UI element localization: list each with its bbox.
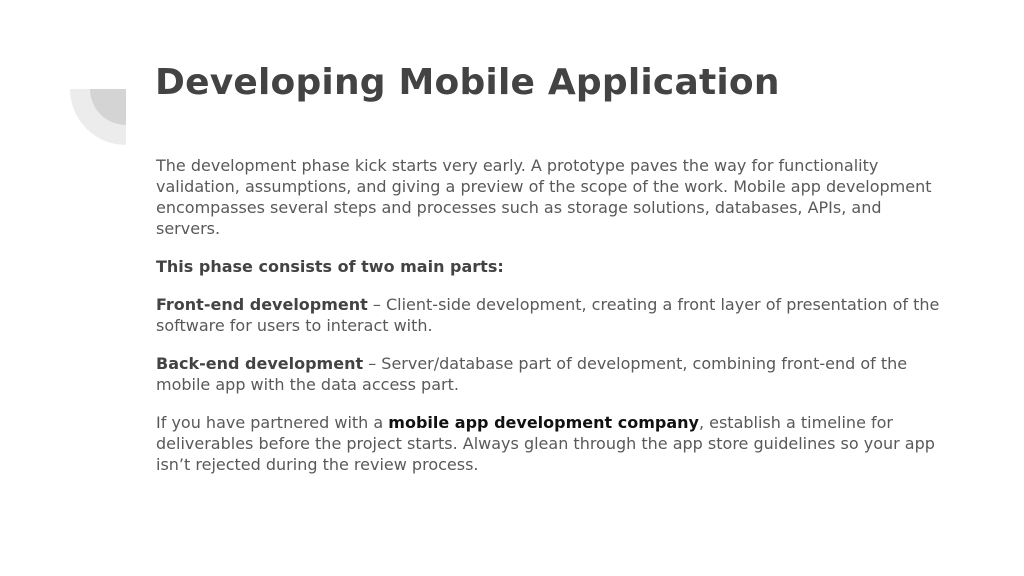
slide-body — [156, 155, 946, 492]
closing-text-after: , establish a timeline for deliverables before the project starts. Always glean through the app store guidelines so your app isn’t rejected during the review process. — [156, 413, 935, 474]
intro-paragraph: The development phase kick starts very early. A prototype paves the way for functionality validation, assumptions, and giving a preview of the scope of the work. Mobile app development encompasses several steps and processes such as storage solutions, databases, APIs, and servers. — [156, 156, 932, 238]
frontend-paragraph — [156, 294, 946, 336]
closing-text-before: If you have partnered with a — [156, 413, 389, 432]
frontend-text: – Client-side development, creating a front layer of presentation of the software for users to interact with. — [156, 295, 940, 335]
closing-paragraph — [156, 412, 946, 475]
slide-title: Developing Mobile Application — [155, 62, 780, 103]
backend-paragraph — [156, 353, 946, 395]
frontend-label: Front-end development — [156, 295, 368, 314]
backend-label: Back-end development — [156, 354, 364, 373]
company-link[interactable]: mobile app development company — [388, 413, 699, 432]
backend-text: – Server/database part of development, combining front-end of the mobile app with the data access part. — [156, 354, 908, 394]
decorative-quarter-circle-icon — [70, 89, 126, 145]
parts-heading: This phase consists of two main parts: — [156, 257, 504, 276]
